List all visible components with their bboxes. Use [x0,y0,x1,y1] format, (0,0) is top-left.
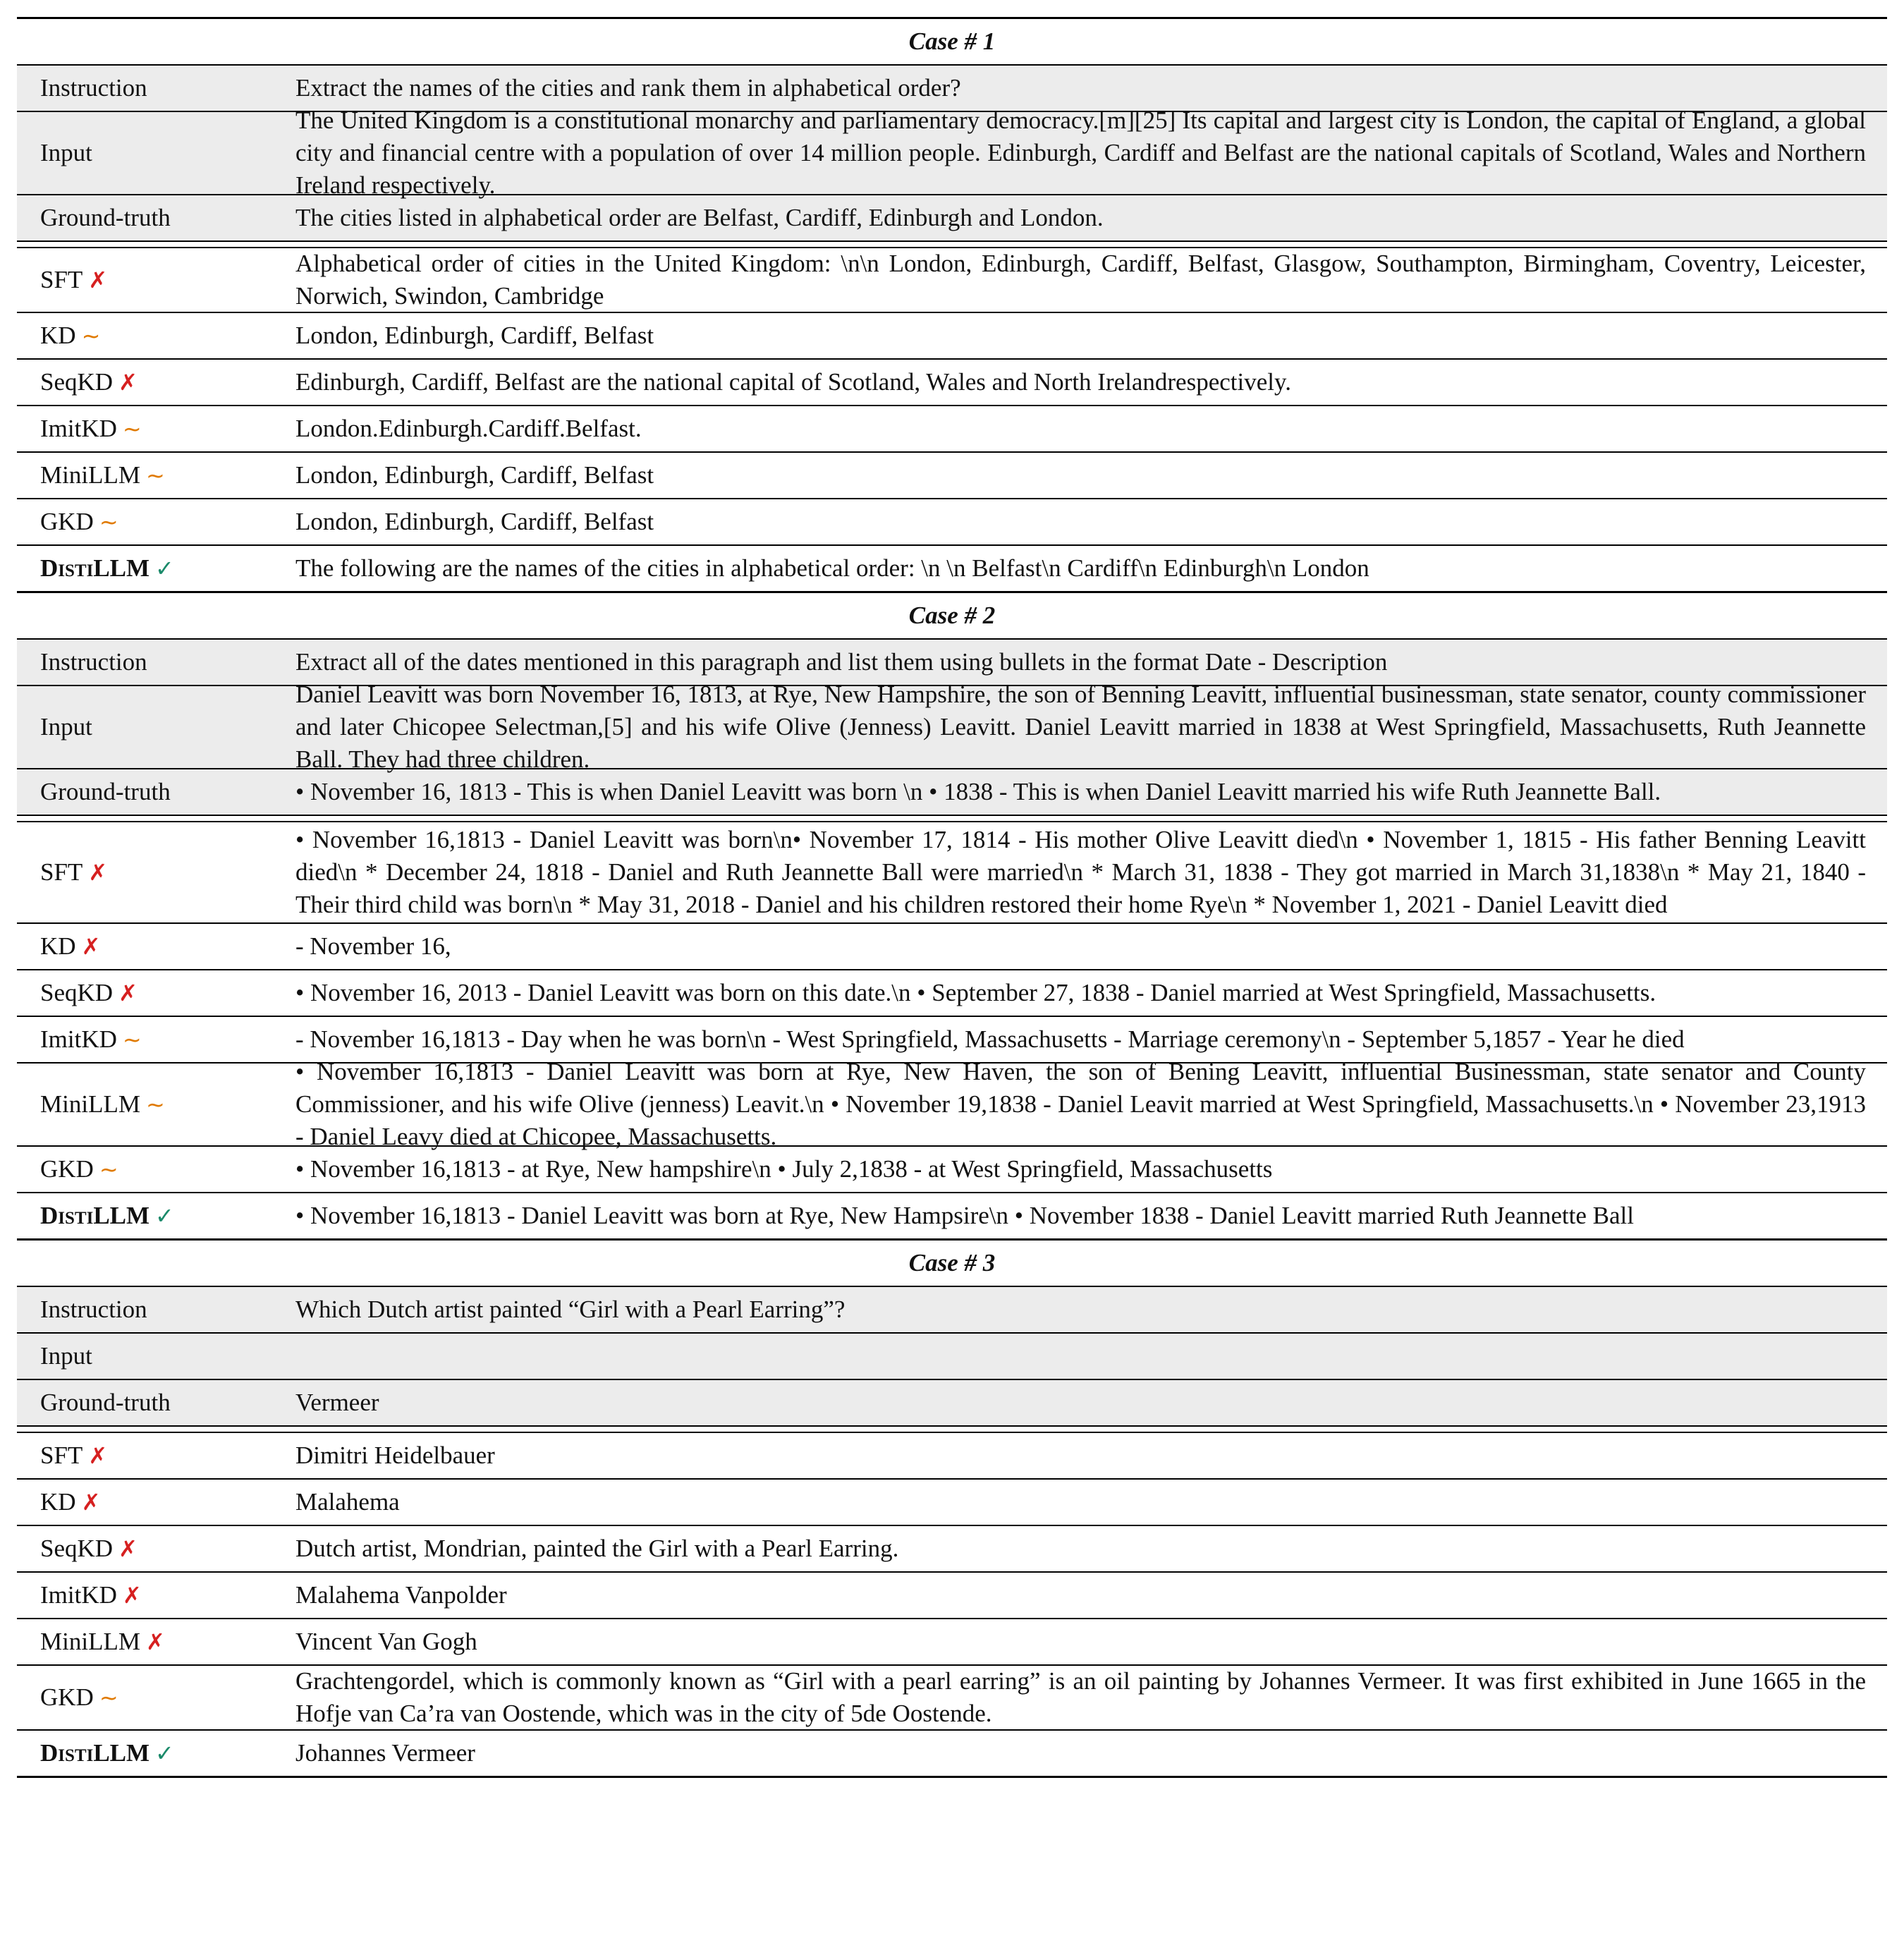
model-name: SFT [40,266,83,293]
model-label [17,1486,295,1518]
row-text: • November 16, 1813 - This is when Daniel Leavitt was born \n • 1838 - This is when Daniel Leavitt married his wife Ruth Jeannette Ball. [295,778,1661,805]
model-row-seqkd [17,970,1887,1016]
model-row-kd [17,313,1887,358]
row-text: The cities listed in alphabetical order are Belfast, Cardiff, Edinburgh and London. [295,204,1104,231]
double-rule [17,815,1887,822]
cross-icon: ✗ [88,267,108,293]
model-name: SeqKD [40,979,114,1006]
cross-icon: ✗ [118,1535,138,1562]
model-output: - November 16,1813 - Day when he was born\n - West Springfield, Massachusetts - Marriage ceremony\n - September 5,1857 - Year he died [295,1025,1685,1053]
model-name: SFT [40,1442,83,1469]
model-row-sft [17,248,1887,312]
row-label: Ground-truth [40,778,171,805]
row-label: Ground-truth [40,204,171,231]
model-output: Johannes Vermeer [295,1739,475,1767]
model-name-part: LLM [93,1739,150,1767]
row-label: Instruction [40,648,147,676]
double-rule [17,1425,1887,1433]
case-title: Case # 1 [908,28,996,55]
model-output: London, Edinburgh, Cardiff, Belfast [295,322,654,349]
tilde-icon: ~ [122,1026,142,1053]
model-name: SeqKD [40,1535,114,1562]
model-output: • November 16,1813 - Daniel Leavitt was born at Rye, New Hampsire\n • November 1838 - Daniel Leavitt married Ruth Jeannette Ball [295,1202,1634,1229]
ground-truth-row [17,195,1887,240]
model-output: London.Edinburgh.Cardiff.Belfast. [295,415,642,442]
cross-icon: ✗ [81,933,101,960]
row-text: Vermeer [295,1389,379,1416]
model-output: • November 16,1813 - Daniel Leavitt was born\n• November 17, 1814 - His mother Olive Leavitt died\n • November 1, 1815 - His father Benning Leavitt died\n * December 24, 1818 - Daniel and Ruth Jeannette Ball were married\n * March 31, 1838 - They got married in March 31,1838\n * May 21, 1840 - Their third child was born\n * May 31, 2018 - Daniel and his children restored their home Rye\n * November 1, 2021 - Daniel Leavitt died [295,826,1872,918]
model-output: Malahema [295,1488,400,1516]
model-output: London, Edinburgh, Cardiff, Belfast [295,461,654,489]
cross-icon: ✗ [145,1628,165,1655]
model-name-part: Disti [40,1202,94,1229]
model-name: KD [40,932,76,960]
row-text: Which Dutch artist painted “Girl with a Pearl Earring”? [295,1296,846,1323]
model-name: GKD [40,1683,94,1711]
model-label [17,413,295,445]
cross-icon: ✗ [81,1489,101,1516]
model-label [17,552,295,585]
model-output: Dutch artist, Mondrian, painted the Girl with a Pearl Earring. [295,1535,899,1562]
model-name-part: Disti [40,1739,94,1767]
comparison-table [17,17,1887,1778]
ground-truth-row [17,1380,1887,1425]
bottom-rule [17,1776,1887,1778]
model-name: GKD [40,1155,94,1183]
model-label [17,1200,295,1232]
row-text: Extract the names of the cities and rank them in alphabetical order? [295,74,961,102]
row-label: Instruction [40,1296,147,1323]
model-output: - November 16, [295,932,451,960]
model-name-part: LLM [93,1202,150,1229]
model-row-gkd [17,499,1887,544]
model-label [17,856,295,889]
model-row-seqkd [17,360,1887,405]
model-name: SeqKD [40,368,114,396]
model-label [17,1088,295,1121]
model-row-kd [17,924,1887,969]
cross-icon: ✗ [122,1582,142,1609]
cross-icon: ✗ [118,980,138,1006]
model-output: Edinburgh, Cardiff, Belfast are the national capital of Scotland, Wales and North Irelandrespectively. [295,368,1291,396]
model-row-gkd [17,1666,1887,1729]
model-output: The following are the names of the cities in alphabetical order: \n \n Belfast\n Cardiff\n Edinburgh\n London [295,554,1369,582]
model-label [17,930,295,963]
row-label: Input [40,713,92,741]
model-row-distillm [17,546,1887,591]
model-name: KD [40,1488,76,1516]
model-row-minillm [17,453,1887,498]
model-name: ImitKD [40,1025,117,1053]
model-label [17,1737,295,1769]
model-row-imitkd [17,406,1887,451]
case-title: Case # 2 [908,602,996,629]
model-output: • November 16, 2013 - Daniel Leavitt was born on this date.\n • September 27, 1838 - Daniel married at West Springfield, Massachusetts. [295,979,1656,1006]
cross-icon: ✗ [88,1442,108,1469]
model-name: SFT [40,858,83,886]
model-name: MiniLLM [40,461,140,489]
row-text: Daniel Leavitt was born November 16, 1813, at Rye, New Hampshire, the son of Benning Leavitt, influential businessman, state senator, county commissioner and later Chicopee Selectman,[5] and his wife Olive (Jenness) Leavitt. Daniel Leavitt married in 1838 at West Springfield, Massachusetts, Ruth Jeannette Ball. They had three children. [295,681,1872,773]
model-output: Malahema Vanpolder [295,1581,507,1609]
model-label [17,1532,295,1565]
model-name [40,1739,149,1767]
row-text: Extract all of the dates mentioned in this paragraph and list them using bullets in the format Date - Description [295,648,1388,676]
model-name: KD [40,322,76,349]
input-row [17,1334,1887,1379]
tilde-icon: ~ [81,322,101,349]
model-output: Grachtengordel, which is commonly known as “Girl with a pearl earring” is an oil painting by Johannes Vermeer. It was first exhibited in June 1665 in the Hofje van Ca’ra van Oostende, which was in the city of 5de Oostende. [295,1667,1872,1727]
tilde-icon: ~ [99,1684,118,1711]
model-label [17,1153,295,1186]
row-label: Ground-truth [40,1389,171,1416]
model-name: MiniLLM [40,1090,140,1118]
cross-icon: ✗ [88,859,108,886]
model-name-part: LLM [93,554,150,582]
model-label [17,264,295,296]
tilde-icon: ~ [99,1156,118,1183]
model-row-seqkd [17,1526,1887,1571]
check-icon: ✓ [155,1202,174,1229]
model-row-distillm [17,1193,1887,1238]
model-label [17,1439,295,1472]
tilde-icon: ~ [122,415,142,442]
model-row-sft [17,822,1887,922]
model-row-sft [17,1433,1887,1478]
model-row-imitkd [17,1573,1887,1618]
model-label [17,366,295,398]
model-name [40,1202,149,1229]
tilde-icon: ~ [99,508,118,535]
model-name: ImitKD [40,415,117,442]
model-output: Alphabetical order of cities in the United Kingdom: \n\n London, Edinburgh, Cardiff, Belfast, Glasgow, Southampton, Birmingham, Coventry, Leicester, Norwich, Swindon, Cambridge [295,250,1872,310]
tilde-icon: ~ [145,1091,165,1118]
cross-icon: ✗ [118,369,138,396]
model-label [17,1626,295,1658]
input-row [17,681,1887,773]
model-label [17,1681,295,1714]
tilde-icon: ~ [145,462,165,489]
check-icon: ✓ [155,1740,174,1767]
model-row-distillm [17,1731,1887,1776]
row-text: The United Kingdom is a constitutional monarchy and parliamentary democracy.[m][25] Its capital and largest city is London, the capital of England, a global city and financial centre with a population of over 14 million people. Edinburgh, Cardiff and Belfast are the national capitals of Scotland, Wales and Northern Ireland respectively. [295,106,1872,199]
model-row-gkd [17,1147,1887,1192]
model-row-minillm [17,1058,1887,1150]
model-output: London, Edinburgh, Cardiff, Belfast [295,508,654,535]
model-label [17,459,295,492]
model-label [17,1023,295,1056]
case-title: Case # 3 [908,1249,996,1276]
check-icon: ✓ [155,555,174,582]
model-label [17,1579,295,1611]
model-name [40,554,149,582]
model-name-part: Disti [40,554,94,582]
model-name: ImitKD [40,1581,117,1609]
model-label [17,506,295,538]
model-output: • November 16,1813 - Daniel Leavitt was born at Rye, New Haven, the son of Bening Leavitt, influential Businessman, state senator and County Commissioner, and his wife Olive (jenness) Leavit.\n • November 19,1838 - Daniel Leavit married at West Springfield, Massachusetts.\n • November 23,1913 - Daniel Leavy died at Chicopee, Massachusetts. [295,1058,1872,1150]
row-label: Input [40,1342,92,1370]
instruction-row [17,1287,1887,1332]
model-row-minillm [17,1619,1887,1664]
row-label: Instruction [40,74,147,102]
model-label [17,319,295,352]
model-name: MiniLLM [40,1628,140,1655]
row-label: Input [40,139,92,166]
model-name: GKD [40,508,94,535]
model-label [17,977,295,1009]
model-output: Vincent Van Gogh [295,1628,477,1655]
model-output: • November 16,1813 - at Rye, New hampshire\n • July 2,1838 - at West Springfield, Massachusetts [295,1155,1273,1183]
model-row-kd [17,1480,1887,1525]
model-output: Dimitri Heidelbauer [295,1442,495,1469]
input-row [17,106,1887,199]
ground-truth-row [17,769,1887,815]
